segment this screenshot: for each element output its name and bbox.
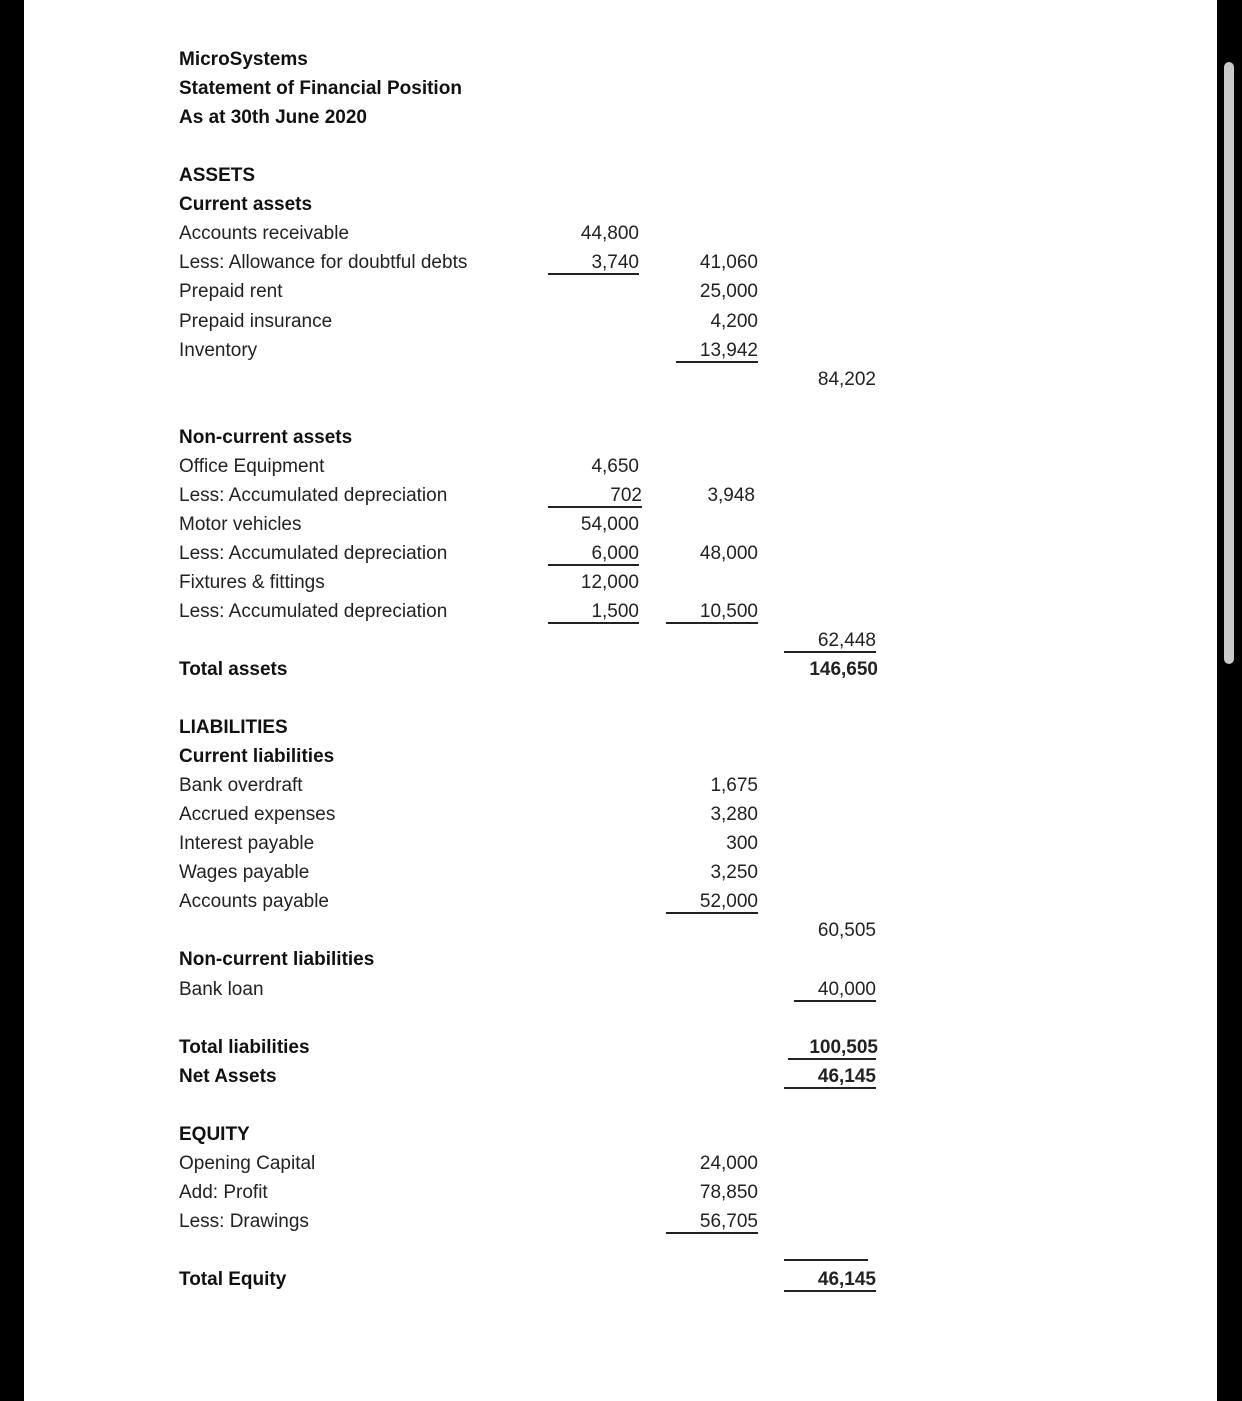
scrollbar-thumb[interactable] [1224, 62, 1234, 664]
fixtures-row [24, 571, 1217, 600]
opening-capital-row [24, 1152, 1217, 1181]
prepaid-insurance-label: Prepaid insurance [179, 311, 333, 332]
accounts-receivable-label: Accounts receivable [179, 223, 350, 244]
equity-heading-row [24, 1123, 1217, 1152]
profit-amount: 78,850 [699, 1182, 758, 1203]
underline [666, 1232, 758, 1234]
total-liabilities-label: Total liabilities [179, 1037, 310, 1058]
accounts-payable-row [24, 890, 1217, 919]
office-dep-row [24, 484, 1217, 513]
underline [666, 912, 758, 914]
total-equity-label: Total Equity [179, 1269, 287, 1290]
wages-payable-label: Wages payable [179, 862, 310, 883]
allowance-amount: 3,740 [591, 252, 639, 273]
profit-label: Add: Profit [179, 1182, 268, 1203]
inventory-amount: 13,942 [699, 340, 758, 361]
document-page [24, 0, 1217, 1401]
accounts-receivable-row [24, 222, 1217, 251]
interest-payable-amount: 300 [726, 833, 758, 854]
opening-capital-amount: 24,000 [699, 1153, 758, 1174]
office-equipment-net: 3,948 [707, 485, 755, 506]
underline [794, 1000, 876, 1002]
allowance-row [24, 251, 1217, 280]
underline [548, 564, 639, 566]
drawings-amount: 56,705 [699, 1211, 758, 1232]
bank-overdraft-row [24, 774, 1217, 803]
net-assets-label: Net Assets [179, 1066, 277, 1087]
office-equipment-amount: 4,650 [591, 456, 639, 477]
accounts-receivable-amount: 44,800 [580, 223, 639, 244]
opening-capital-label: Opening Capital [179, 1153, 316, 1174]
company-name-row [24, 48, 1217, 77]
allowance-label: Less: Allowance for doubtful debts [179, 252, 468, 273]
bank-loan-amount: 40,000 [817, 979, 876, 1000]
statement-title: Statement of Financial Position [179, 78, 462, 99]
total-assets-amount: 146,650 [809, 659, 878, 680]
assets-heading: ASSETS [179, 165, 256, 186]
noncurrent-assets-heading-row [24, 426, 1217, 455]
motor-vehicles-net: 48,000 [699, 543, 758, 564]
office-equipment-label: Office Equipment [179, 456, 325, 477]
total-liabilities-amount: 100,505 [809, 1037, 878, 1058]
fixtures-dep-row [24, 600, 1217, 629]
motor-vehicles-amount: 54,000 [580, 514, 639, 535]
accounts-payable-amount: 52,000 [699, 891, 758, 912]
current-assets-total-row [24, 368, 1217, 397]
current-assets-total: 84,202 [817, 369, 876, 390]
bank-loan-row [24, 978, 1217, 1007]
bank-loan-label: Bank loan [179, 979, 264, 1000]
current-liabilities-heading-row [24, 745, 1217, 774]
motor-dep-amount: 6,000 [591, 543, 639, 564]
prepaid-rent-label: Prepaid rent [179, 281, 283, 302]
fixtures-label: Fixtures & fittings [179, 572, 325, 593]
noncurrent-liabilities-heading-row [24, 948, 1217, 977]
liabilities-heading: LIABILITIES [179, 717, 288, 738]
motor-dep-row [24, 542, 1217, 571]
motor-dep-label: Less: Accumulated depreciation [179, 543, 448, 564]
motor-vehicles-label: Motor vehicles [179, 514, 302, 535]
net-assets-amount: 46,145 [817, 1066, 876, 1087]
accounts-payable-label: Accounts payable [179, 891, 329, 912]
equity-heading: EQUITY [179, 1124, 250, 1145]
underline [784, 651, 876, 653]
wages-payable-row [24, 861, 1217, 890]
total-equity-row [24, 1268, 1217, 1297]
underline [788, 1058, 876, 1060]
drawings-label: Less: Drawings [179, 1211, 309, 1232]
accrued-expenses-amount: 3,280 [710, 804, 758, 825]
prepaid-insurance-row [24, 310, 1217, 339]
office-dep-amount: 702 [610, 485, 642, 506]
statement-date-row [24, 106, 1217, 135]
bank-overdraft-label: Bank overdraft [179, 775, 303, 796]
fixtures-dep-label: Less: Accumulated depreciation [179, 601, 448, 622]
total-assets-label: Total assets [179, 659, 288, 680]
office-dep-label: Less: Accumulated depreciation [179, 485, 448, 506]
company-name: MicroSystems [179, 49, 308, 70]
prepaid-rent-row [24, 280, 1217, 309]
office-equipment-row [24, 455, 1217, 484]
noncurrent-assets-total: 62,448 [817, 630, 876, 651]
total-liabilities-row [24, 1036, 1217, 1065]
net-assets-row [24, 1065, 1217, 1094]
underline [784, 1259, 868, 1261]
noncurrent-assets-heading: Non-current assets [179, 427, 353, 448]
accrued-expenses-row [24, 803, 1217, 832]
underline [548, 273, 639, 275]
bank-overdraft-amount: 1,675 [710, 775, 758, 796]
fixtures-dep-amount: 1,500 [591, 601, 639, 622]
fixtures-net: 10,500 [699, 601, 758, 622]
motor-vehicles-row [24, 513, 1217, 542]
interest-payable-row [24, 832, 1217, 861]
underline [784, 1290, 876, 1292]
wages-payable-amount: 3,250 [710, 862, 758, 883]
receivable-net-amount: 41,060 [699, 252, 758, 273]
underline [548, 506, 642, 508]
profit-row [24, 1181, 1217, 1210]
underline [548, 622, 639, 624]
statement-title-row [24, 77, 1217, 106]
current-assets-heading-row [24, 193, 1217, 222]
statement-date: As at 30th June 2020 [179, 107, 367, 128]
accrued-expenses-label: Accrued expenses [179, 804, 336, 825]
current-liabilities-total: 60,505 [817, 920, 876, 941]
prepaid-insurance-amount: 4,200 [710, 311, 758, 332]
underline [676, 361, 758, 363]
noncurrent-assets-total-row [24, 629, 1217, 658]
underline [666, 622, 758, 624]
noncurrent-liabilities-heading: Non-current liabilities [179, 949, 375, 970]
underline [784, 1087, 876, 1089]
total-assets-row [24, 658, 1217, 687]
fixtures-amount: 12,000 [580, 572, 639, 593]
current-assets-heading: Current assets [179, 194, 313, 215]
current-liabilities-total-row [24, 919, 1217, 948]
assets-heading-row [24, 164, 1217, 193]
inventory-label: Inventory [179, 340, 258, 361]
total-equity-amount: 46,145 [817, 1269, 876, 1290]
interest-payable-label: Interest payable [179, 833, 315, 854]
prepaid-rent-amount: 25,000 [699, 281, 758, 302]
inventory-row [24, 339, 1217, 368]
liabilities-heading-row [24, 716, 1217, 745]
drawings-row [24, 1210, 1217, 1239]
current-liabilities-heading: Current liabilities [179, 746, 335, 767]
